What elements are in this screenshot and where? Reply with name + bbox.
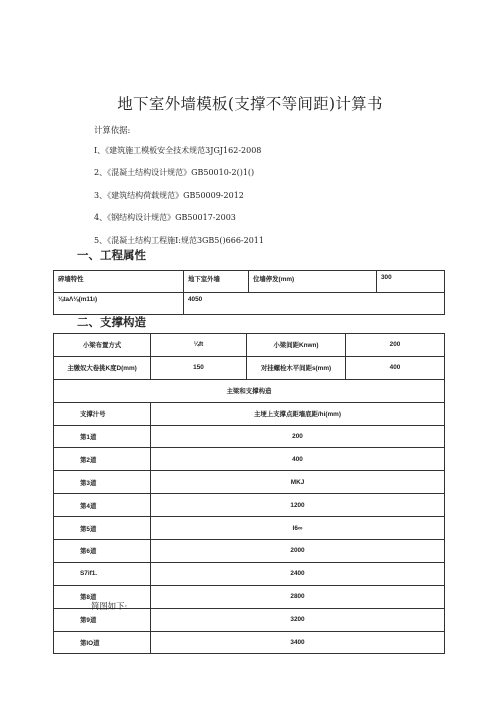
basis-list [94,140,264,252]
basis-item: 2、《混凝土结构设计规范》GB50010-2()1() [94,168,255,178]
table-cell: 第5道 [54,517,151,540]
table-row [54,271,445,293]
table-cell: 1200 [151,494,445,517]
table-cell: 3400 [151,631,445,654]
table-row [54,293,445,315]
table-cell: 对挂螺栓木平间距s(mm) [247,356,346,379]
section-heading-support-structure: 二、支撑构造 [77,317,146,329]
table-column-header: 支撑汁号 [54,402,151,425]
table-cell: 第2道 [54,448,151,471]
table-cell: 4050 [184,293,445,315]
table-cell: 2800 [151,585,445,608]
project-attributes-table [53,270,445,315]
diagram-caption: 简图如下: [91,601,128,611]
table-cell: 位墙停发(mm) [249,271,377,293]
section-heading-project-attributes: 一、工程属性 [77,250,146,262]
table-cell: 400 [346,356,445,379]
table-row [54,562,445,585]
table-column-header: 主埂上支撑点距墙底距/hi(mm) [151,402,445,425]
table-cell: 主缴奴大卷挑K度D(mm) [54,356,151,379]
table-cell: 2400 [151,562,445,585]
basis-item: 4、《钢结构设计规范》GB50017-2003 [94,213,236,223]
table-row [54,631,445,654]
table-cell: 2000 [151,540,445,563]
table-cell: 第8道 [54,585,151,608]
table-cell: 碎墙特性 [54,271,184,293]
table-cell: 150 [151,356,247,379]
table-cell: 第1道 [54,425,151,448]
table-row [54,517,445,540]
table-cell: 小梁布置方式 [54,334,151,357]
table-cell: 第9道 [54,608,151,631]
basis-item: I、《建筑施工模板安全技术规范3JGJ162-2008 [94,146,262,155]
table-row [54,494,445,517]
table-cell: ⅛taΛ⅛(m11ι) [54,293,184,315]
table-row [54,471,445,494]
table-cell: 第3道 [54,471,151,494]
table-cell: I6∞ [151,517,445,540]
basis-heading: 计算依据: [94,125,131,135]
table-cell: MKJ [151,471,445,494]
table-cell: 第4道 [54,494,151,517]
table-cell: 第IO道 [54,631,151,654]
table-row [54,402,445,425]
table-cell: 3200 [151,608,445,631]
table-cell: 400 [151,448,445,471]
table-cell: 300 [377,271,445,293]
basis-item: 5、《混凝土结构工程施I:规范3GB5()666-2011 [94,235,264,245]
document-title: 地下室外墙模板(支撑不等间距)计算书 [117,95,383,113]
table-row [54,425,445,448]
table-row [54,448,445,471]
basis-item: 3、《建筑结构荷载规范》GB50009-2012 [94,190,244,200]
table-cell: S7if1. [54,562,151,585]
table-cell: 小梁间距Knwn) [247,334,346,357]
table-cell: 200 [151,425,445,448]
table-cell: 地下室外墙 [184,271,249,293]
table-row [54,356,445,379]
table-row [54,540,445,563]
table-cell: 200 [346,334,445,357]
table-row [54,334,445,357]
table-cell: 第6道 [54,540,151,563]
table-row [54,379,445,402]
table-span-header: 主梁和支撑构造 [54,379,445,402]
table-cell: ¼ft [151,334,247,357]
